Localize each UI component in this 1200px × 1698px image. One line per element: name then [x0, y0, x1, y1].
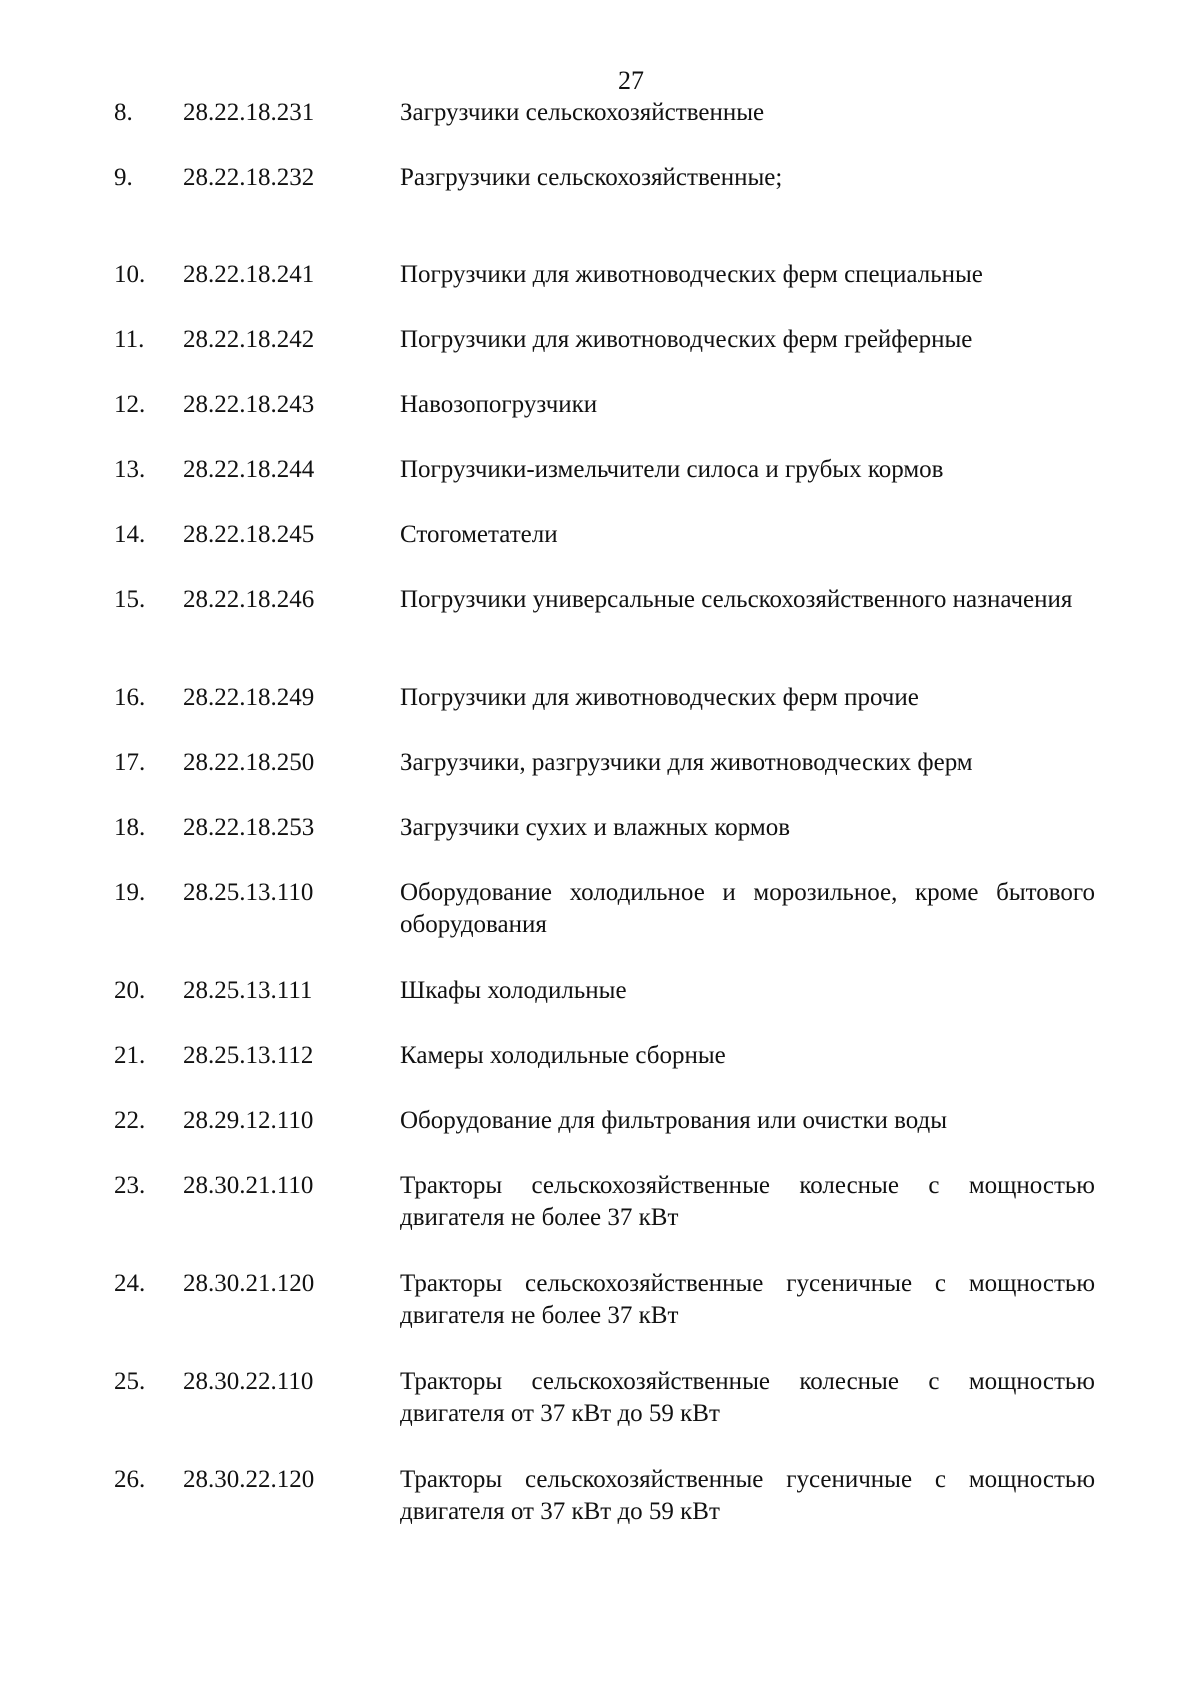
item-code: 28.30.22.110	[183, 1368, 314, 1395]
item-description: Оборудование холодильное и морозильное, кроме бытового оборудования	[400, 879, 1095, 938]
item-number: 8.	[114, 99, 133, 126]
item-code: 28.22.18.242	[183, 326, 315, 353]
item-number: 23.	[114, 1172, 146, 1199]
item-code: 28.30.22.120	[183, 1466, 315, 1493]
item-code: 28.22.18.250	[183, 749, 315, 776]
item-number: 14.	[114, 521, 146, 548]
item-description: Камеры холодильные сборные	[400, 1042, 726, 1069]
item-description: Погрузчики-измельчители силоса и грубых кормов	[400, 456, 944, 483]
item-description: Оборудование для фильтрования или очистки воды	[400, 1107, 948, 1134]
item-description: Разгрузчики сельскохозяйственные;	[400, 164, 783, 191]
item-number: 15.	[114, 586, 146, 613]
item-description: Погрузчики универсальные сельскохозяйственного назначения	[400, 586, 1073, 613]
item-number: 22.	[114, 1107, 146, 1134]
item-code: 28.25.13.112	[183, 1042, 314, 1069]
item-number: 18.	[114, 814, 146, 841]
item-number: 12.	[114, 391, 146, 418]
item-number: 20.	[114, 977, 146, 1004]
item-code: 28.22.18.246	[183, 586, 315, 613]
item-description: Загрузчики сухих и влажных кормов	[400, 814, 791, 841]
item-code: 28.22.18.244	[183, 456, 315, 483]
item-number: 21.	[114, 1042, 146, 1069]
item-description: Тракторы сельскохозяйственные гусеничные с мощностью двигателя не более 37 кВт	[400, 1270, 1095, 1329]
item-code: 28.22.18.232	[183, 164, 315, 191]
item-code: 28.22.18.253	[183, 814, 315, 841]
item-number: 24.	[114, 1270, 146, 1297]
item-code: 28.22.18.245	[183, 521, 315, 548]
item-code: 28.22.18.243	[183, 391, 315, 418]
item-number: 9.	[114, 164, 133, 191]
item-description: Навозопогрузчики	[400, 391, 598, 418]
item-description: Загрузчики, разгрузчики для животноводческих ферм	[400, 749, 973, 776]
item-code: 28.30.21.110	[183, 1172, 314, 1199]
item-description: Тракторы сельскохозяйственные колесные с мощностью двигателя от 37 кВт до 59 кВт	[400, 1368, 1095, 1427]
item-description: Шкафы холодильные	[400, 977, 627, 1004]
item-code: 28.22.18.249	[183, 684, 315, 711]
item-description: Тракторы сельскохозяйственные колесные с мощностью двигателя не более 37 кВт	[400, 1172, 1095, 1231]
item-number: 11.	[114, 326, 145, 353]
item-description: Погрузчики для животноводческих ферм прочие	[400, 684, 919, 711]
item-code: 28.30.21.120	[183, 1270, 315, 1297]
item-code: 28.22.18.231	[183, 99, 315, 126]
item-code: 28.22.18.241	[183, 261, 315, 288]
item-number: 10.	[114, 261, 146, 288]
item-code: 28.25.13.110	[183, 879, 314, 906]
item-description: Погрузчики для животноводческих ферм специальные	[400, 261, 983, 288]
item-number: 16.	[114, 684, 146, 711]
item-code: 28.29.12.110	[183, 1107, 314, 1134]
item-description: Погрузчики для животноводческих ферм грейферные	[400, 326, 973, 353]
item-number: 19.	[114, 879, 146, 906]
item-code: 28.25.13.111	[183, 977, 313, 1004]
item-description: Тракторы сельскохозяйственные гусеничные с мощностью двигателя от 37 кВт до 59 кВт	[400, 1466, 1095, 1525]
item-number: 17.	[114, 749, 146, 776]
item-number: 13.	[114, 456, 146, 483]
item-number: 26.	[114, 1466, 146, 1493]
item-description: Загрузчики сельскохозяйственные	[400, 99, 765, 126]
item-description: Стогометатели	[400, 521, 558, 548]
page-number: 27	[618, 66, 644, 95]
item-number: 25.	[114, 1368, 146, 1395]
